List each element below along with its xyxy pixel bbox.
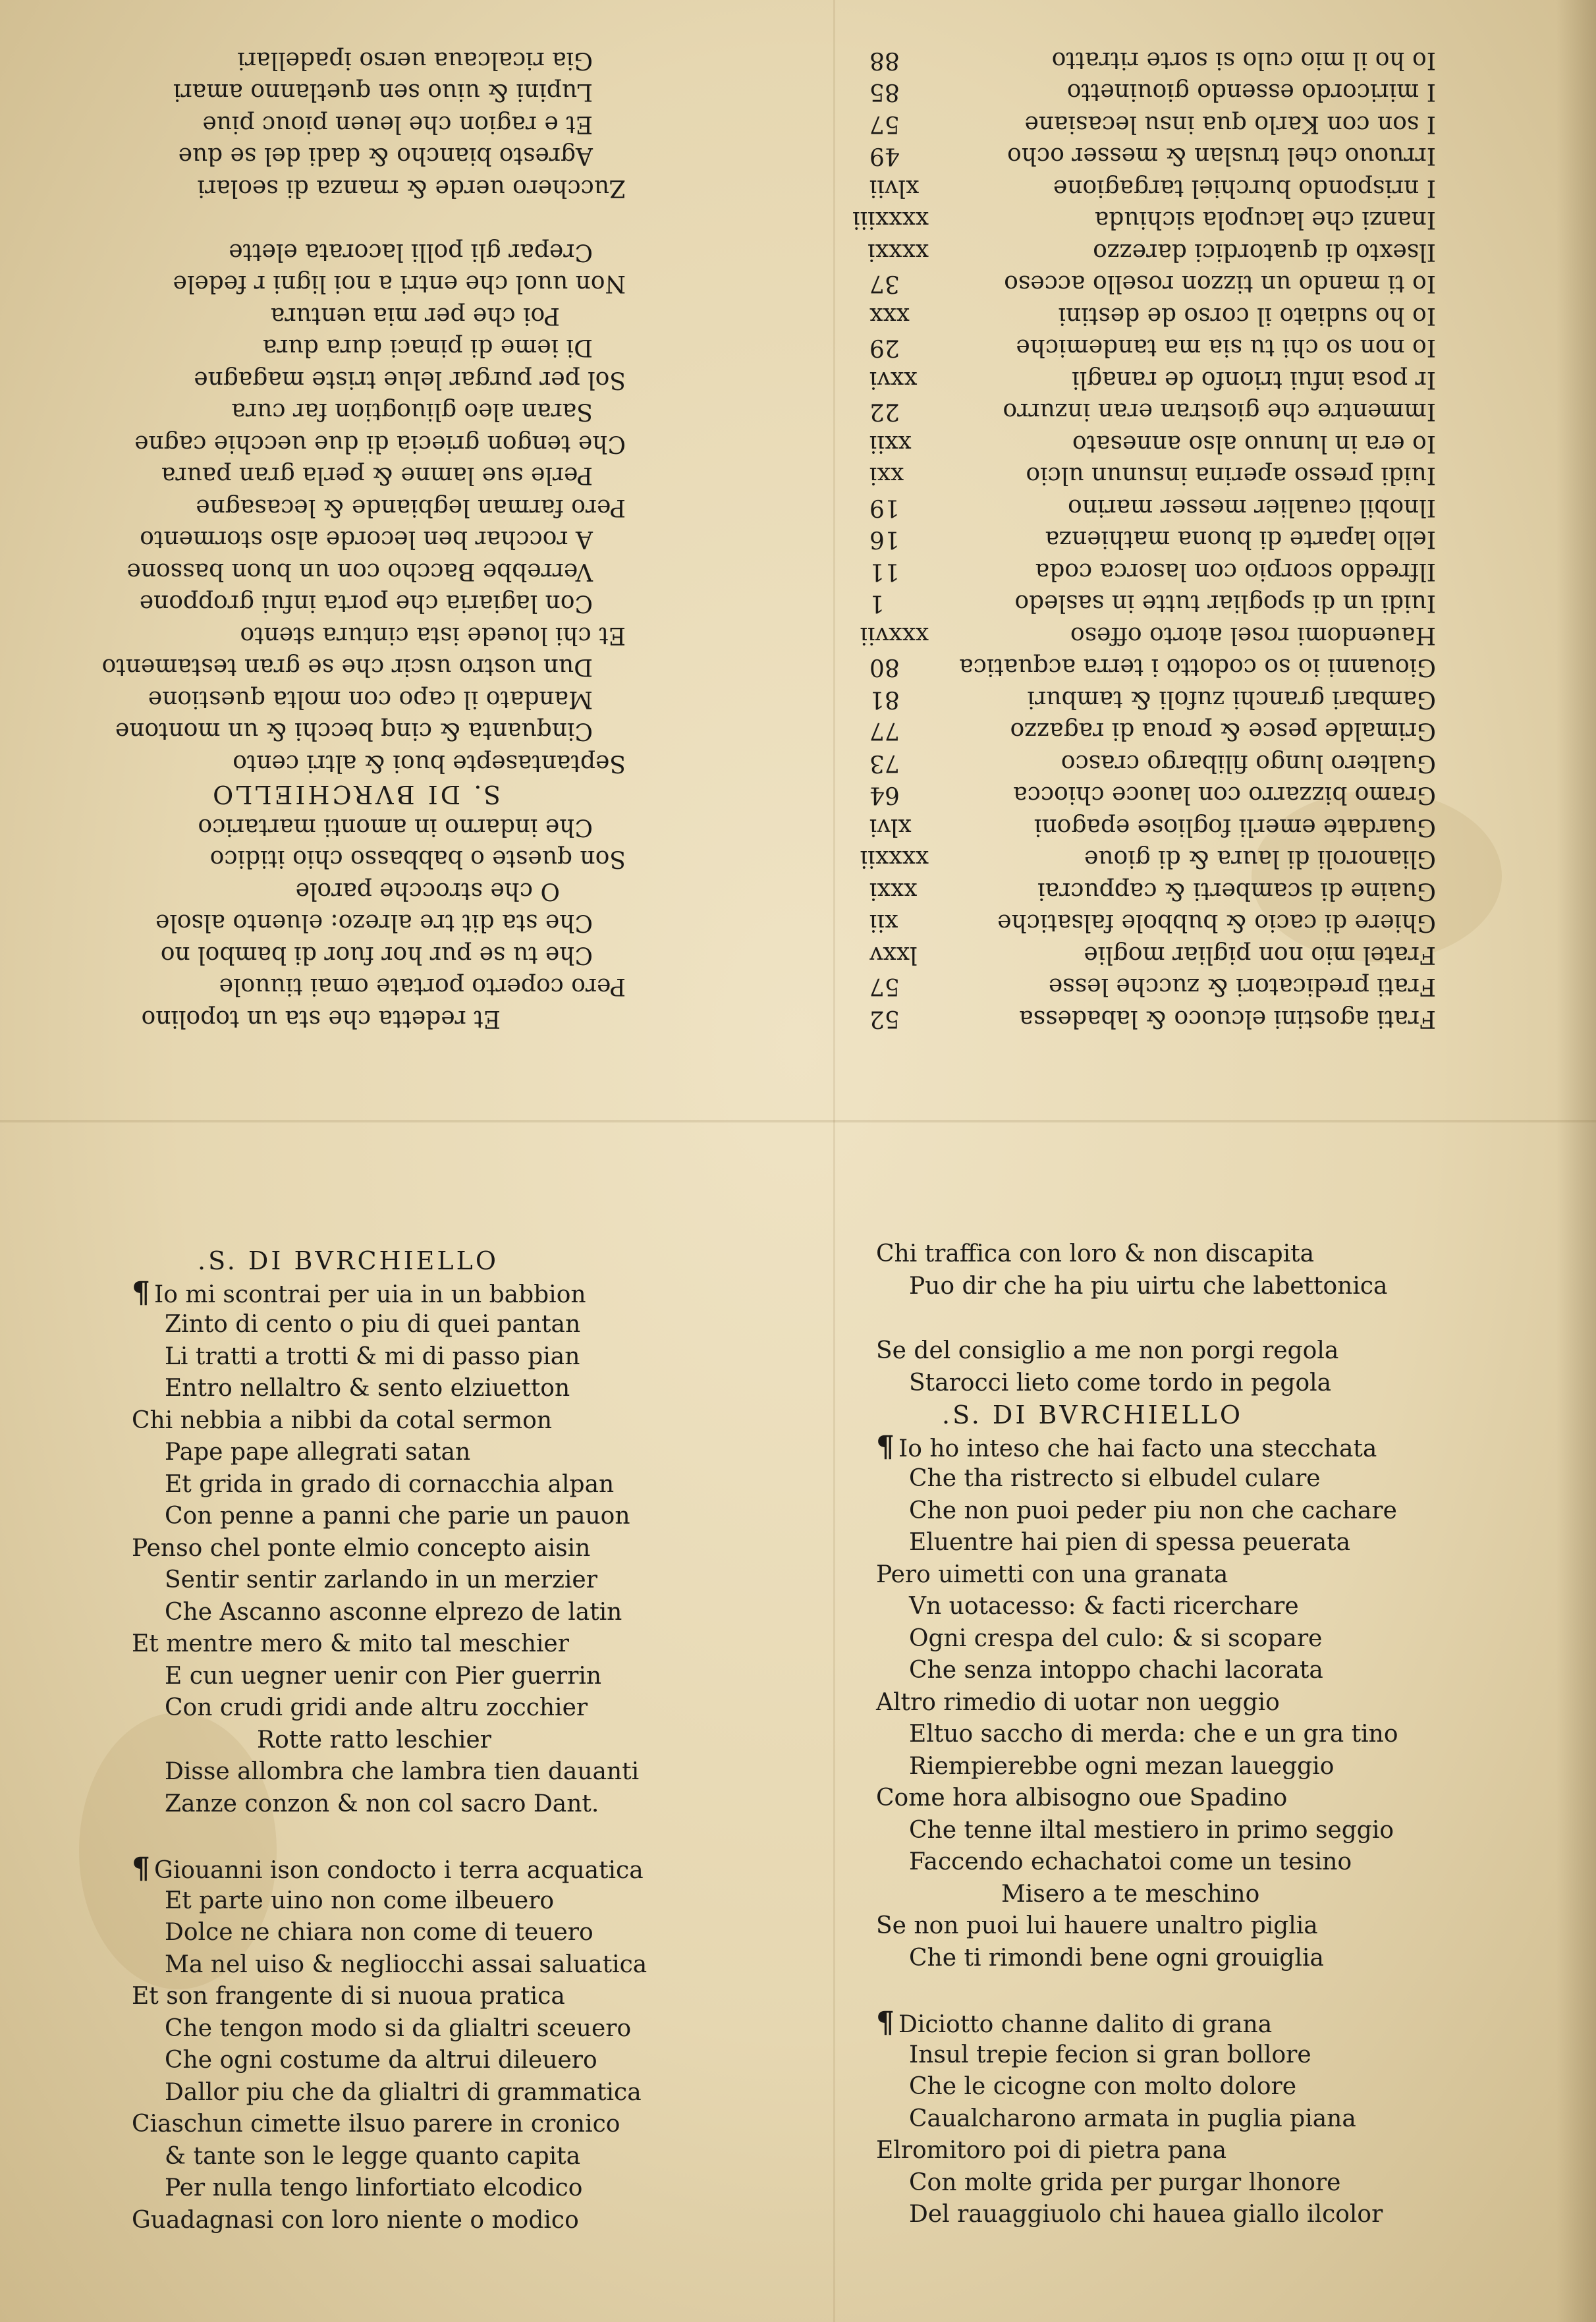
index-title: Frati agostini elcuoco & labadessa [1019, 1005, 1436, 1032]
index-row [869, 523, 1436, 555]
index-number: 85 [869, 78, 900, 106]
index-title: Io ti mando un tizzon rosello acceso [1004, 270, 1436, 298]
index-number: lxxv [869, 941, 918, 968]
page-edge-shadow [1556, 0, 1596, 2322]
verse-line: Che ogni costume da altrui dileuero [165, 2047, 597, 2074]
index-row [869, 331, 1436, 364]
verse-line: Con lagiaria che porta infui groppone [139, 590, 593, 617]
index-number: xxxxiii [852, 206, 929, 234]
verse-line: Che tengon modo si da glialtri sceuero [165, 2014, 632, 2042]
index-number: 16 [869, 526, 900, 553]
verse-line: Pero uimetti con una granata [876, 1561, 1228, 1588]
index-row [869, 491, 1436, 524]
verse-line: ¶ Io mi scontrai per uia in un babbion [132, 1275, 586, 1310]
verse-line: Gia ricalcaua uerso ipadellari [237, 47, 593, 74]
verse-line: ¶ Diciotto channe dalito di grana [876, 2006, 1273, 2039]
verse-line: Perle sue lamne & perla gran paura [161, 462, 593, 489]
index-row [869, 44, 1436, 76]
verse-line: Penso chel ponte elmio concepto aisin [132, 1534, 591, 1562]
verse-line: Che sta dit tre alrezo: eluento alsole [155, 909, 593, 937]
index-title: Giouanni io so codotto i terra acquatica [959, 653, 1436, 681]
verse-line: Puo dir che ha piu uirtu che labettonica [909, 1272, 1388, 1300]
verse-line: Misero a te meschino [1001, 1880, 1260, 1908]
index-title: Irruouo chel truslan & messer ocho [1007, 142, 1436, 170]
index-row [869, 875, 1436, 907]
verse-line: Et redetta che sta un topolino [141, 1005, 501, 1032]
verse-line: Cinquanta & cinq becchi & un montone [115, 717, 593, 745]
verse-line: & tante son le legge quanto capita [165, 2142, 581, 2170]
index-title: Iuidi presso aperina insunun ulcio [1026, 462, 1436, 489]
verse-line: Pape pape allegrati satan [165, 1439, 471, 1466]
verse-line: Di ieme di pinaci dura dura [262, 334, 593, 362]
verse-line: Poi che per mia uentura [270, 302, 560, 329]
verse-line: Che Ascanno asconne elprezo de latin [165, 1598, 622, 1626]
index-number: xlvi [869, 814, 912, 841]
index-title: I nrispondo burchiel targagione [1053, 175, 1436, 202]
index-title: Fratel mio non pigliar moglie [1084, 941, 1436, 968]
index-number: 37 [869, 270, 900, 298]
index-title: Inanzi che lacupola sichiuda [1094, 206, 1436, 234]
verse-line: Se del consiglio a me non porgi regola [876, 1337, 1339, 1364]
verse-line: Entro nellaltro & sento elziuetton [165, 1375, 570, 1402]
verse-line: Et grida in grado di cornacchia alpan [165, 1470, 615, 1498]
verse-line: Che ti rimondi bene ogni grouiglia [909, 1944, 1324, 1972]
verse-line: Con penne a panni che parie un pauon [165, 1503, 630, 1530]
section-heading: S. DI BVRCHIELLO [210, 780, 501, 810]
verse-line: Li tratti a trotti & mi di passo pian [165, 1342, 580, 1370]
index-title: Io ho sudiato il corso de destini [1058, 302, 1436, 329]
index-title: Ir posa infui trionfo de ranagli [1072, 366, 1436, 393]
verse-line: Caualcharono armata in puglia piana [909, 2105, 1356, 2132]
index-title: I son con Karlo qua insu lecasiane [1024, 111, 1436, 138]
verse-line: Verrebbe Baccho con un buon bassone [126, 558, 593, 585]
verse-line: O che strocche parole [295, 877, 560, 904]
paragraph-mark-icon: ¶ [132, 1852, 150, 1885]
verse-line: Con crudi gridi ande altru zocchier [165, 1694, 588, 1721]
verse-line: Et mentre mero & mito tal meschier [132, 1630, 569, 1657]
index-number: xxxxii [860, 845, 929, 873]
index-row [869, 395, 1436, 428]
verse-line: Disse allombra che lambra tien dauanti [165, 1758, 640, 1785]
index-row [869, 811, 1436, 843]
index-title: Gambari granchi zufoli & tamburi [1027, 686, 1436, 713]
index-number: 64 [869, 781, 900, 809]
verse-line: Dolce ne chiara non come di teuero [165, 1919, 593, 1946]
index-number: 57 [869, 111, 900, 138]
verse-line: Et chi louede ista cintura stento [240, 622, 626, 649]
verse-line: Che le cicogne con molto dolore [909, 2073, 1297, 2100]
index-row [869, 428, 1436, 460]
index-number: xxvi [869, 366, 918, 393]
verse-line: Riempierebbe ogni mezan laueggio [909, 1752, 1335, 1780]
index-row [869, 651, 1436, 683]
verse-line: Che non puoi peder piu non che cachare [909, 1497, 1397, 1524]
index-number: xlvii [869, 175, 920, 202]
index-number: 81 [869, 686, 900, 713]
index-title: Iuidi un di spogliar tutte in sasledo [1014, 590, 1436, 617]
verse-line: Elromitoro poi di pietra pana [876, 2137, 1227, 2164]
index-title: Ilfreddo scorpio con lasorca coda [1035, 558, 1436, 585]
index-row [869, 76, 1436, 108]
top-right-inverted-index [852, 7, 1436, 1034]
verse-line: ¶ Io ho inteso che hai facto una stecchata [876, 1429, 1377, 1464]
verse-line: Ogni crespa del culo: & si scopare [909, 1624, 1323, 1652]
verse-line: Che tenne iltal mestiero in primo seggio [909, 1816, 1394, 1844]
verse-line: Come hora albisogno oue Spadino [876, 1784, 1288, 1811]
index-row [869, 715, 1436, 747]
verse-line: E cun uegner uenir con Pier guerrin [165, 1662, 602, 1690]
paragraph-mark-icon: ¶ [876, 2006, 894, 2039]
index-row [869, 364, 1436, 396]
verse-line: Zinto di cento o piu di quei pantan [165, 1311, 581, 1338]
verse-line: Che tu se pur hor fuor di bambol no [160, 941, 593, 968]
index-title: Glianoroli di laura & di gioue [1084, 845, 1436, 873]
index-row [869, 747, 1436, 779]
verse-line: Del rauaggiuolo chi hauea giallo ilcolor [909, 2201, 1383, 2228]
verse-line: Se non puoi lui hauere unaltro piglia [876, 1912, 1318, 1939]
index-row [869, 1003, 1436, 1035]
index-number: xxx [869, 302, 910, 329]
index-title: Iello laparte di buona mathienza [1045, 526, 1436, 553]
index-title: Guardate emerli fogliose epagoni [1034, 814, 1436, 841]
index-row [869, 906, 1436, 939]
index-row [852, 204, 1436, 236]
index-number: xxxvii [860, 622, 929, 649]
verse-line: Pero coperto portate omai tiuuole [219, 973, 626, 1001]
verse-line: Ma nel uiso & negliocchi assai saluatica [165, 1950, 647, 1978]
bottom-right-column [876, 1238, 1469, 2292]
verse-line: Altro rimedio di uotar non ueggio [876, 1688, 1280, 1716]
index-row [869, 587, 1436, 619]
verse-line [125, 204, 626, 236]
verse-line: Dun uostro uscir che se gran testamento [101, 653, 593, 681]
index-row [869, 939, 1436, 971]
index-number: 80 [869, 653, 900, 681]
verse-line: Rotte ratto leschier [257, 1726, 491, 1754]
bottom-left-column [132, 1245, 711, 2286]
index-number: 57 [869, 973, 900, 1001]
verse-line: Faccendo echachatoi come un tesino [909, 1848, 1352, 1875]
index-row [869, 172, 1436, 204]
verse-line: Crepar gli polli lacorata elette [229, 238, 593, 265]
verse-line: Guadagnasi con loro niente o modico [132, 2206, 579, 2234]
index-number: 52 [869, 1005, 900, 1032]
verse-line: Sentir sentir zarlando in un merzier [165, 1566, 597, 1593]
verse-line: Sol per purgar lelue triste magagne [194, 366, 626, 393]
verse-line: Dallor piu che da glialtri di grammatica [165, 2078, 642, 2106]
index-row [869, 459, 1436, 491]
index-number: 22 [869, 398, 900, 426]
index-row [869, 683, 1436, 715]
verse-line: Lupini & uiuo sen quetlanno amari [173, 78, 593, 106]
index-row [860, 619, 1436, 651]
verse-line: Zanze conzon & non col sacro Dant. [165, 1790, 599, 1817]
index-title: Guaine di scamberti & cappucrai [1037, 877, 1436, 904]
index-row [869, 140, 1436, 172]
verse-line: Che senza intoppo chachi lacorata [909, 1657, 1323, 1684]
verse-line: Eltuo saccho di merda: che e un gra tino [909, 1721, 1398, 1748]
verse-line: Con molte grida per purgar lhonore [909, 2169, 1341, 2196]
vertical-fold [833, 0, 835, 2322]
index-number: 88 [869, 47, 900, 74]
verse-line: Eluentre hai pien di spessa peuerata [909, 1529, 1351, 1556]
section-heading: .S. DI BVRCHIELLO [198, 1246, 499, 1275]
verse-line: Ciaschun cimette ilsuo parere in cronico [132, 2111, 620, 2138]
index-title: Ilnobil caualier messer marino [1068, 494, 1436, 521]
index-number: xxi [869, 462, 904, 489]
index-title: Ghiere di cacio & bubbole falsatiche [997, 909, 1436, 937]
index-title: I miricordo essendo giouinetto [1066, 78, 1436, 106]
index-row [869, 300, 1436, 332]
index-title: Io era in lunuuo also annesato [1072, 430, 1436, 457]
verse-line: Et son frangente di si nuoua pratica [132, 1983, 565, 2010]
index-title: Frati predicatori & zucche lesse [1048, 973, 1436, 1001]
paragraph-mark-icon: ¶ [132, 1275, 150, 1310]
verse-line: ¶ Giouanni ison condocto i terra acquatica [132, 1852, 644, 1885]
verse-line: Pero farman legbiande & lecasagne [196, 494, 626, 521]
verse-line: Son queste o babbasso chio itidico [209, 845, 626, 873]
index-title: Gramo bizzarro con lauoce chiocca [1013, 781, 1436, 809]
verse-line: Agresto biancho & dadi del se due [178, 142, 593, 170]
index-row [869, 236, 1436, 268]
index-row [869, 779, 1436, 811]
verse-line: Starocci lieto come tordo in pegola [909, 1369, 1332, 1396]
index-row [869, 108, 1436, 140]
verse-line: Et e ragion che leuen piouc piue [202, 111, 593, 138]
index-title: Ilsexto di quatordici darezzo [1093, 238, 1436, 265]
index-number: xxii [869, 430, 912, 457]
verse-line: Chi nebbia a nibbi da cotal sermon [132, 1406, 552, 1434]
index-row [869, 267, 1436, 300]
index-title: Immentre che giostran eran inzurro [1003, 398, 1436, 426]
verse-line: Che tengon griecia di due uecchie cagne [134, 430, 626, 457]
verse-line: Saran aleo gliuogtion far cura [231, 398, 593, 426]
verse-line: Che tha ristrecto si elbudel culare [909, 1465, 1321, 1492]
index-number: xii [869, 909, 898, 937]
verse-line: Per nulla tengo linfortiato elcodico [165, 2174, 583, 2201]
horizontal-fold [0, 1120, 1596, 1122]
index-number: 19 [869, 494, 900, 521]
index-number: 49 [869, 142, 900, 170]
verse-line: Mandato il capo con molta questione [148, 686, 593, 713]
verse-line: Chi traffica con loro & non discapita [876, 1240, 1315, 1267]
index-row [869, 970, 1436, 1003]
index-row [860, 843, 1436, 875]
verse-line: Et parte uino non come ilbeuero [165, 1887, 555, 1914]
top-left-inverted-text [101, 7, 626, 1034]
verse-line: Che indarno in amonti martarico [198, 814, 593, 841]
verse-line: Non uuol che entri a noi ligni r fedele [173, 270, 626, 298]
verse-line: Septantasepte buoi & altri cento [233, 750, 626, 777]
index-number: 1 [869, 590, 885, 617]
index-title: Gualtero lungo filibargo crasco [1060, 750, 1436, 777]
section-heading: .S. DI BVRCHIELLO [942, 1400, 1244, 1429]
index-number: 77 [869, 717, 900, 745]
index-number: xxxxi [867, 238, 929, 265]
index-number: 73 [869, 750, 900, 777]
verse-line: Vn uotacesso: & facti ricerchare [909, 1593, 1299, 1620]
index-title: Io non so chi tu sia ma tandemiche [1016, 334, 1436, 362]
index-title: Grimalde pesce & proua di ragazzo [1010, 717, 1436, 745]
paragraph-mark-icon: ¶ [876, 1429, 894, 1464]
verse-line: Insul trepie fecion si gran bollore [909, 2041, 1311, 2068]
index-number: 11 [869, 558, 900, 585]
index-title: Hauendomi rosel atorto offeso [1070, 622, 1436, 649]
index-title: Io ho il mio culo si sorte ritratto [1051, 47, 1436, 74]
index-row [869, 555, 1436, 588]
verse-line: Zucchero uerde & rnanza di seolari [197, 175, 626, 202]
index-number: 29 [869, 334, 900, 362]
verse-line: A rocchar ben lecorde also stormento [140, 526, 593, 553]
index-number: xxxi [869, 877, 918, 904]
